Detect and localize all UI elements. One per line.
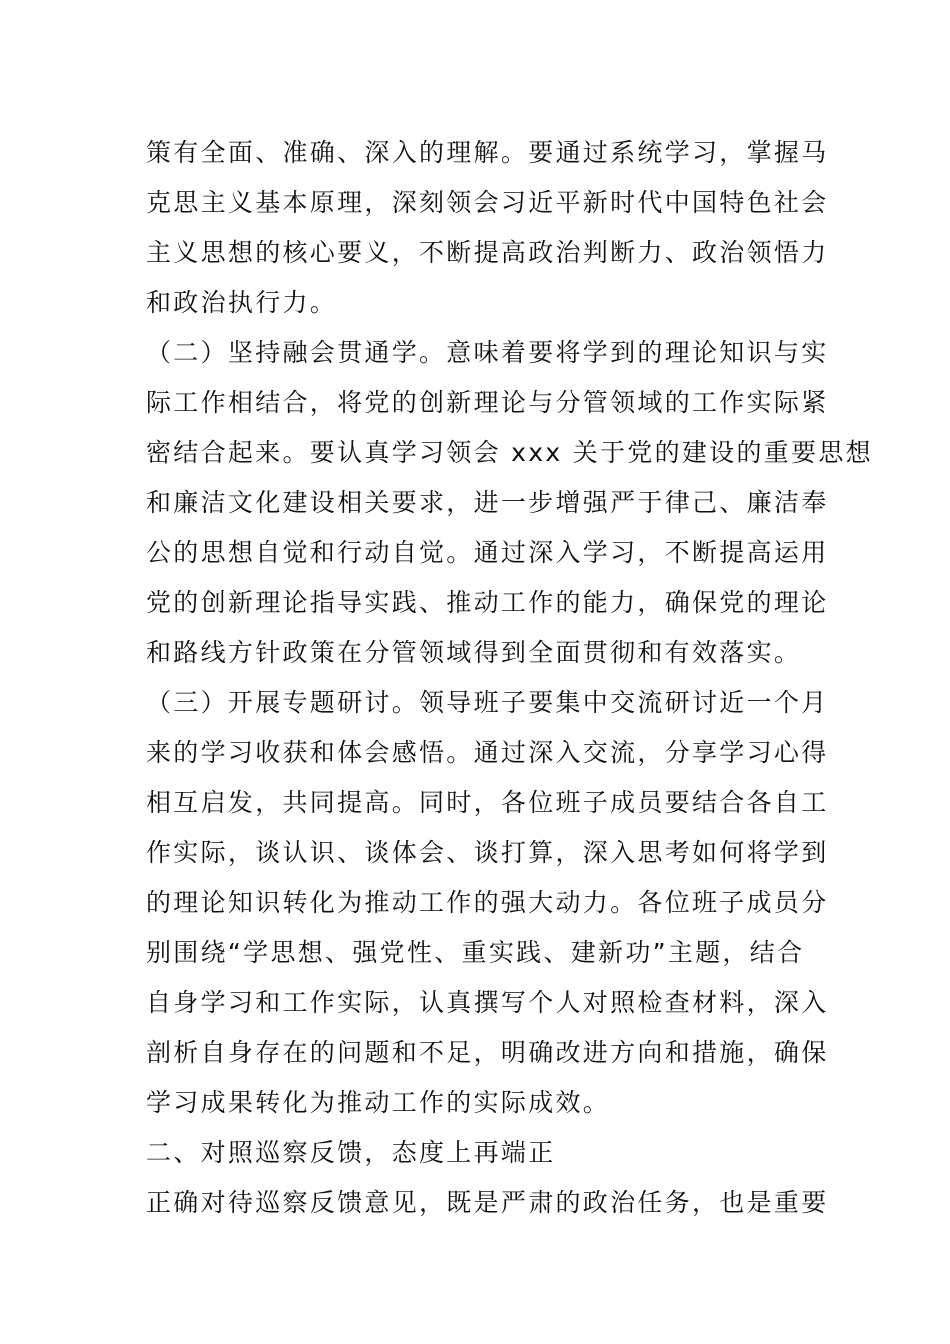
text-line: 际工作相结合，将党的创新理论与分管领域的工作实际紧 (146, 388, 829, 417)
text-line: 学习成果转化为推动工作的实际成效。 (146, 1088, 611, 1117)
text-line: 克思主义基本原理，深刻领会习近平新时代中国特色社会 (146, 188, 829, 217)
text-line: 和政治执行力。 (146, 288, 338, 317)
text-line: 来的学习收获和体会感悟。通过深入交流，分享学习心得 (146, 738, 829, 767)
text-line: 别围绕“学思想、强党性、重实践、建新功”主题，结合 (146, 938, 805, 967)
section-heading-3: （三）开展专题研讨。领导班子要集中交流研讨近一个月 (146, 688, 829, 717)
text-line: 的理论知识转化为推动工作的强大动力。各位班子成员分 (146, 888, 829, 917)
text-line: 密结合起来。要认真学习领会 xxx 关于党的建设的重要思想 (146, 438, 873, 467)
text-line: 策有全面、准确、深入的理解。要通过系统学习，掌握马 (146, 138, 829, 167)
text-line: 正确对待巡察反馈意见，既是严肃的政治任务，也是重要 (146, 1188, 829, 1217)
text-line: 公的思想自觉和行动自觉。通过深入学习，不断提高运用 (146, 538, 829, 567)
text-line: 相互启发，共同提高。同时，各位班子成员要结合各自工 (146, 788, 829, 817)
text-line: 剖析自身存在的问题和不足，明确改进方向和措施，确保 (146, 1038, 829, 1067)
text-line: 和廉洁文化建设相关要求，进一步增强严于律己、廉洁奉 (146, 488, 829, 517)
chapter-heading-2: 二、对照巡察反馈，态度上再端正 (146, 1138, 556, 1167)
text-line: 自身学习和工作实际，认真撰写个人对照检查材料，深入 (146, 988, 829, 1017)
text-line: 党的创新理论指导实践、推动工作的能力，确保党的理论 (146, 588, 829, 617)
document-body (146, 128, 873, 1228)
text-line: 主义思想的核心要义，不断提高政治判断力、政治领悟力 (146, 238, 829, 267)
section-heading-2: （二）坚持融会贯通学。意味着要将学到的理论知识与实 (146, 338, 829, 367)
text-line: 作实际，谈认识、谈体会、谈打算，深入思考如何将学到 (146, 838, 829, 867)
text-line: 和路线方针政策在分管领域得到全面贯彻和有效落实。 (146, 638, 802, 667)
